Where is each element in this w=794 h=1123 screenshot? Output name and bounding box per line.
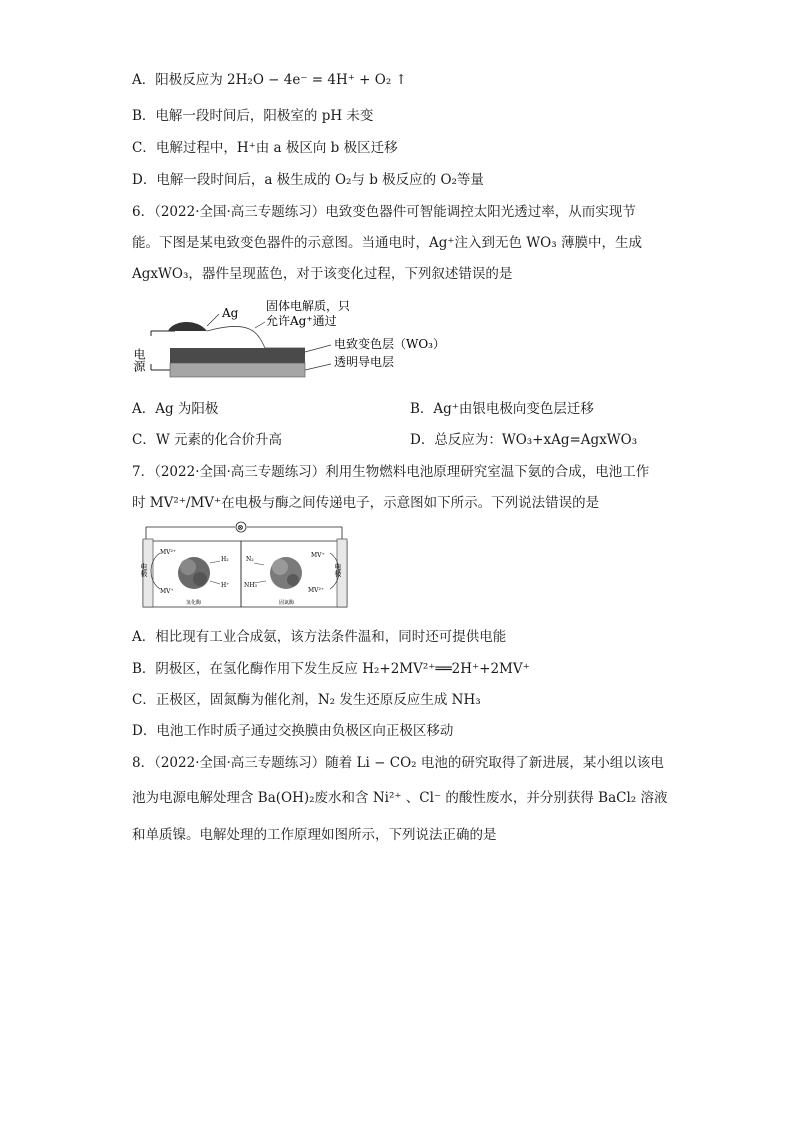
electrode-left-label: 电极 bbox=[140, 563, 148, 577]
nh3-label: NH₃ bbox=[244, 582, 257, 589]
meter-icon: ⊗ bbox=[237, 523, 244, 532]
q7-stem-line1: 7．（2022·全国·高三专题练习）利用生物燃料电池原理研究室温下氨的合成，电池工作 bbox=[132, 464, 650, 480]
h2-label: H₂ bbox=[221, 556, 229, 563]
label-power: 电源 bbox=[132, 348, 146, 372]
electrolyte-outline bbox=[207, 326, 305, 348]
q7-biofuel-cell-figure bbox=[136, 521, 356, 611]
q8-stem-line3: 和单质镍。电解处理的工作原理如图所示，下列说法正确的是 bbox=[132, 827, 497, 843]
q7-option-b: B．阴极区，在氢化酶作用下发生反应 H₂+2MV²⁺══2H⁺+2MV⁺ bbox=[132, 661, 530, 677]
q6-stem-line3: AgxWO₃，器件呈现蓝色，对于该变化过程，下列叙述错误的是 bbox=[132, 266, 513, 282]
label-ag: Ag bbox=[222, 306, 239, 320]
q8-stem-line2: 池为电源电解处理含 Ba(OH)₂废水和含 Ni²⁺ 、Cl⁻ 的酸性废水，并分别获得 BaCl₂ 溶液 bbox=[132, 790, 668, 806]
q6-option-b: B．Ag⁺由银电极向变色层迁移 bbox=[410, 401, 594, 417]
q6-option-d: D．总反应为：WO₃+xAg=AgxWO₃ bbox=[410, 432, 638, 448]
q6-option-c: C．W 元素的化合价升高 bbox=[132, 432, 282, 448]
mv2-right-label: MV²⁺ bbox=[308, 587, 325, 594]
label-conductive: 透明导电层 bbox=[334, 355, 395, 369]
hydrogenase-label: 氢化酶 bbox=[186, 600, 202, 606]
mv-left-label: MV⁺ bbox=[160, 588, 174, 595]
q6-stem-line1: 6．（2022·全国·高三专题练习）电致变色器件可智能调控太阳光透过率，从而实现节 bbox=[132, 204, 636, 220]
q5-option-a: A．阳极反应为 2H₂O − 4e⁻ = 4H⁺ + O₂ ↑ bbox=[132, 72, 407, 88]
q5-option-d: D．电解一段时间后，a 极生成的 O₂与 b 极反应的 O₂等量 bbox=[132, 172, 484, 188]
electrochromic-layer bbox=[170, 348, 305, 363]
mv2-left-label: MV²⁺ bbox=[160, 549, 177, 556]
q7-option-c: C．正极区，固氮酶为催化剂，N₂ 发生还原反应生成 NH₃ bbox=[132, 692, 481, 708]
label-layer: 电致变色层（WO₃） bbox=[334, 337, 445, 351]
q7-option-d: D．电池工作时质子通过交换膜由负极区向正极区移动 bbox=[132, 723, 454, 739]
nitrogenase-label: 固氮酶 bbox=[279, 600, 295, 606]
n2-label: N₂ bbox=[246, 556, 254, 563]
silver-electrode bbox=[168, 322, 207, 331]
electrode-right-label: 电极 bbox=[334, 563, 342, 577]
mv-right-label: MV⁺ bbox=[311, 552, 325, 559]
label-electrolyte-2: 允许Ag⁺通过 bbox=[266, 314, 337, 328]
conductive-layer bbox=[170, 363, 305, 377]
label-electrolyte-1: 固体电解质，只 bbox=[266, 299, 351, 313]
q5-option-b: B．电解一段时间后，阳极室的 pH 未变 bbox=[132, 108, 374, 124]
q5-option-c: C．电解过程中，H⁺由 a 极区向 b 极区迁移 bbox=[132, 140, 398, 156]
q8-stem-line1: 8．（2022·全国·高三专题练习）随着 Li − CO₂ 电池的研究取得了新进展，某小组以该电 bbox=[132, 755, 664, 771]
q7-stem-line2: 时 MV²⁺/MV⁺在电极与酶之间传递电子，示意图如下所示。下列说法错误的是 bbox=[132, 495, 600, 511]
hplus-label: H⁺ bbox=[221, 582, 230, 589]
q6-stem-line2: 能。下图是某电致变色器件的示意图。当通电时，Ag⁺注入到无色 WO₃ 薄膜中，生成 bbox=[132, 235, 642, 251]
q6-option-a: A．Ag 为阳极 bbox=[132, 401, 219, 417]
q7-option-a: A．相比现有工业合成氨，该方法条件温和，同时还可提供电能 bbox=[132, 629, 507, 645]
q6-electrochromic-figure bbox=[132, 296, 465, 380]
